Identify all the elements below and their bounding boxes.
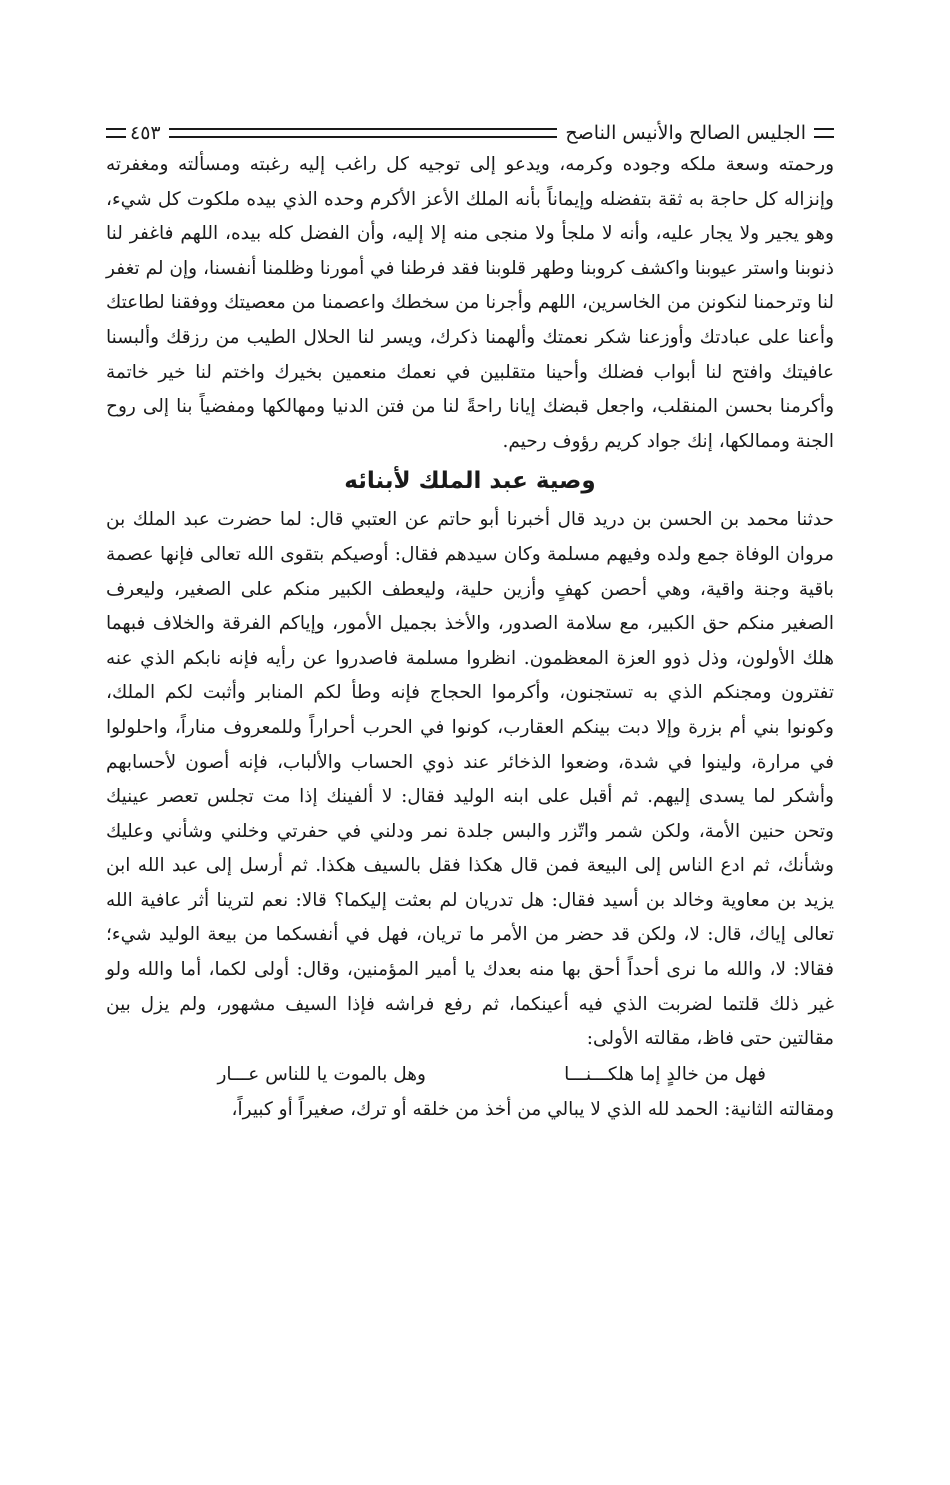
verse-hemistich-1: فهل من خالدٍ إما هلكـــنـــا <box>564 1063 766 1085</box>
intro-paragraph: ورحمته وسعة ملكه وجوده وكرمه، ويدعو إلى توجيه كل راغب إليه رغبته ومسألته ومغفرته وإنزاله كل حاجة به ثقة بتفضله وإيماناً بأنه الملك الأعز الأكرم وحده الذي بيده ملكوت كل شيء، وهو يجير ولا يجار عليه، وأنه لا ملجأ ولا منجى منه إلا إليه، وأن الفضل كله بيده، اللهم فاغفر لنا ذنوبنا واستر عيوبنا واكشف كروبنا وطهر قلوبنا فقد فرطنا في أمورنا وظلمنا أنفسنا، وإن لم تغفر لنا وترحمنا لنكونن من الخاسرين، اللهم وأجرنا من سخطك واعصمنا من معصيتك ووفقنا لطاعتك وأعنا على عبادتك وأوزعنا شكر نعمتك وألهمنا ذكرك، ويسر لنا الحلال الطيب من رزقك وألبسنا عافيتك وافتح لنا أبواب فضلك وأحينا متقلبين في نعمك منعمين بخيرك واختم لنا خير خاتمة وأكرمنا بحسن المنقلب، واجعل قبضك إيانا راحةً لنا من فتن الدنيا ومهالكها ومفضياً بنا إلى روح الجنة وممالكها، إنك جواد كريم رؤوف رحيم. <box>106 154 834 452</box>
book-page <box>106 118 834 1127</box>
verse-gap <box>426 1057 486 1093</box>
closing-line: ومقالته الثانية: الحمد لله الذي لا يبالي من أخذ من خلقه أو ترك، صغيراً أو كبيراً، <box>231 1098 834 1120</box>
header-title: الجليس الصالح والأنيس الناصح <box>565 122 806 144</box>
section-body: حدثنا محمد بن الحسن بن دريد قال أخبرنا أبو حاتم عن العتبي قال: لما حضرت عبد الملك بن مروان الوفاة جمع ولده وفيهم مسلمة وكان سيدهم فقال: أوصيكم بتقوى الله تعالى فإنها عصمة باقية وجنة واقية، وهي أحصن كهفٍ وأزين حلية، وليعطف الكبير منكم على الصغير، وليعرف الصغير منكم حق الكبير، مع سلامة الصدور، والأخذ بجميل الأمور، وإياكم الفرقة والخلاف فبهما هلك الأولون، وذل ذوو العزة المعظمون. انظروا مسلمة فاصدروا عن رأيه فإنه نابكم الذي عنه تفترون ومجنكم الذي به تستجنون، وأكرموا الحجاج فإنه وطأ لكم المنابر وأثبت لكم الملك، وكونوا بني أم بزرة وإلا دبت بينكم العقارب، كونوا في الحرب أحراراً وللمعروف مناراً، واحلولوا في مرارة، ولينوا في شدة، وضعوا الذخائر عند ذوي الحساب والألباب، فإنه أصون لأحسابهم وأشكر لما يسدى إليهم. ثم أقبل على ابنه الوليد فقال: لا ألفينك إذا مت تجلس تعصر عينيك وتحن حنين الأمة، ولكن شمر واتّزر والبس جلدة نمر ودلني في حفرتي وخلني وشأني وعليك وشأنك، ثم ادع الناس إلى البيعة فمن قال هكذا فقل بالسيف هكذا. ثم أرسل إلى عبد الله ابن يزيد بن معاوية وخالد بن أسيد فقال: هل تدريان لم بعثت إليكما؟ قالا: نعم لترينا أثر عافية الله تعالى إياك، قال: لا، ولكن قد حضر من الأمر ما تريان، فهل في أنفسكما من بيعة الوليد شيء؛ فقالا: لا، والله ما نرى أحداً أحق بها منه بعدك يا أمير المؤمنين، وقال: أولى لكما، أما والله ولو غير ذلك قلتما لضربت الذي فيه أعينكما، ثم رفع فراشه فإذا السيف مشهور، ولم يزل بين مقالتين حتى فاظ، مقالته الأولى: <box>106 509 834 1050</box>
page-number: ٤٥٣ <box>130 122 161 144</box>
header-rule <box>169 128 558 138</box>
verse-hemistich-2: وهل بالموت يا للناس عـــار <box>217 1063 426 1085</box>
header-rule-start <box>814 128 834 138</box>
section-title: وصية عبد الملك لأبنائه <box>344 468 596 495</box>
poetry-verse <box>106 1057 834 1093</box>
running-header <box>106 118 834 148</box>
header-rule-end <box>106 128 126 138</box>
